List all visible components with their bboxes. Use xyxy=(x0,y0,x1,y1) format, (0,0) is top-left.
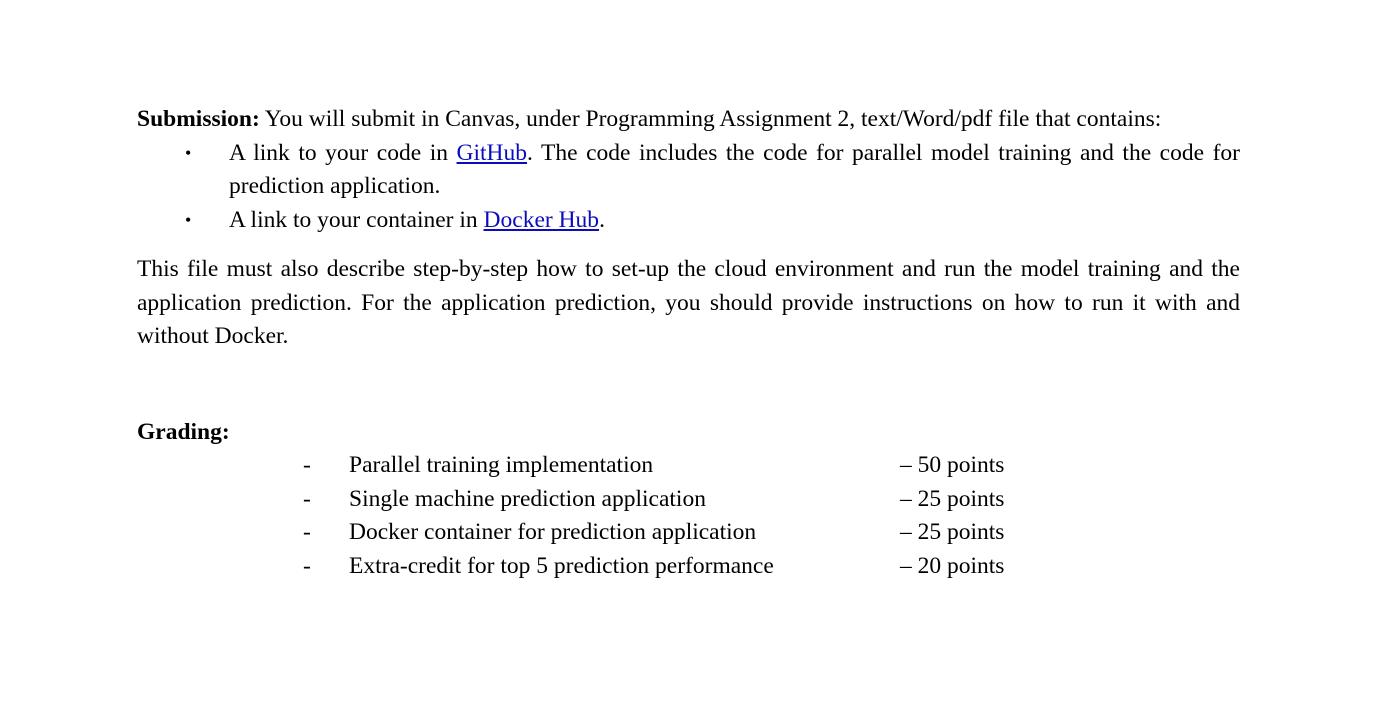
github-link[interactable]: GitHub xyxy=(456,139,528,166)
grading-item-label: Docker container for prediction application xyxy=(349,519,757,545)
document-page xyxy=(137,103,1240,583)
grading-item-label: Single machine prediction application xyxy=(349,485,706,512)
list-item-prefix: A link to your container in xyxy=(229,206,484,233)
grading-table xyxy=(303,449,1004,583)
grading-title: Grading: xyxy=(137,418,230,445)
table-row xyxy=(303,449,1004,483)
grading-item-points: – 25 points xyxy=(900,485,1005,512)
bullet-icon: • xyxy=(185,142,192,163)
submission-label: Submission: xyxy=(137,106,260,132)
list-item xyxy=(137,137,1240,204)
submission-text: You will submit in Canvas, under Programming Assignment 2, text/Word/pdf file that contains: xyxy=(259,106,1162,132)
grading-item-points: – 50 points xyxy=(900,452,1005,478)
docker-hub-link[interactable]: Docker Hub xyxy=(483,206,600,233)
submission-list xyxy=(137,137,1240,238)
description-paragraph: This file must also describe step-by-step how to set-up the cloud environment and run the model training and the application prediction. For the application prediction, you should provide instructions on how to run it with and without Docker. xyxy=(137,256,1240,349)
grading-item-points: – 20 points xyxy=(900,552,1005,579)
grading-item-label: Parallel training implementation xyxy=(349,452,654,478)
grading-dash: - xyxy=(303,519,311,545)
grading-dash: - xyxy=(303,485,311,512)
grading-item-points: – 25 points xyxy=(900,519,1005,545)
bullet-icon: • xyxy=(185,209,192,230)
table-row xyxy=(303,550,1004,584)
table-row xyxy=(303,516,1004,550)
list-item-suffix: . The code includes the code for parallel model training and the code for prediction application. xyxy=(229,139,1240,199)
list-item-prefix: A link to your code in xyxy=(229,139,457,166)
list-item-suffix: . xyxy=(599,206,605,233)
submission-paragraph xyxy=(137,103,1240,137)
grading-dash: - xyxy=(303,552,311,579)
grading-item-label: Extra-credit for top 5 prediction performance xyxy=(349,552,774,579)
list-item xyxy=(137,204,1240,238)
grading-dash: - xyxy=(303,452,311,478)
table-row xyxy=(303,483,1004,517)
